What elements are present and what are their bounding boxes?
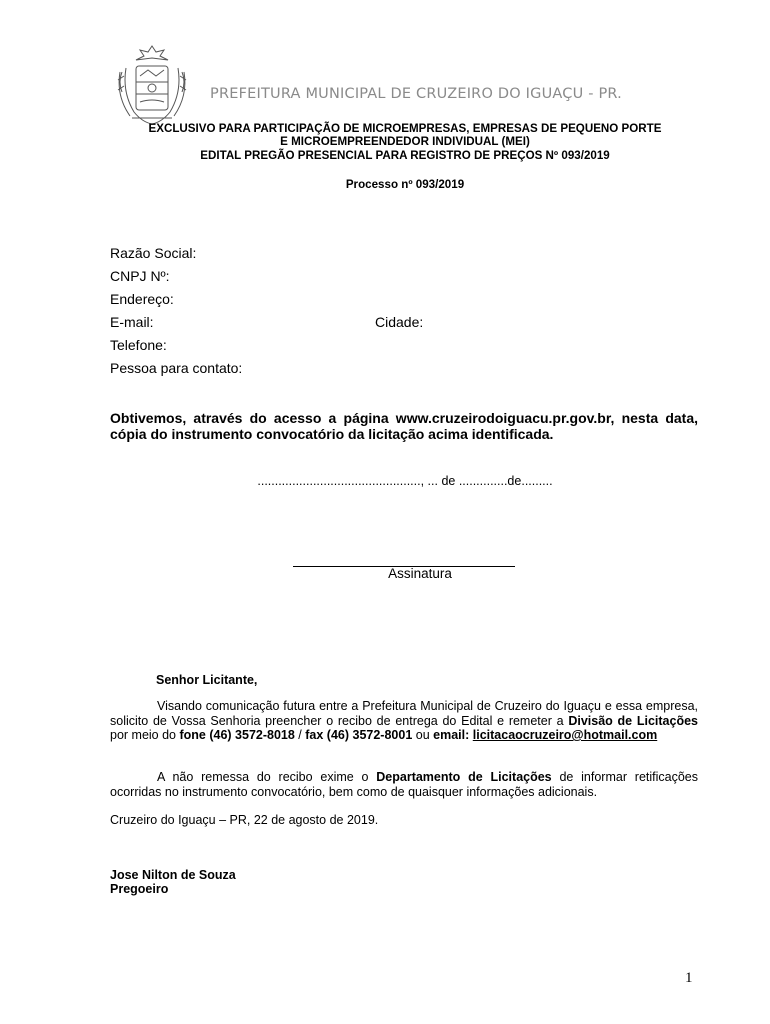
par1-fax: fax (46) 3572-8001 (305, 728, 413, 742)
par2-text-a: A não remessa do recibo exime o (157, 770, 377, 784)
letter-greeting: Senhor Licitante, (156, 673, 258, 687)
municipality-name: PREFEITURA MUNICIPAL DE CRUZEIRO DO IGUAÇU - PR. (210, 86, 622, 102)
par1-text-a: Visando comunicação futura entre a Prefeitura Municipal de Cruzeiro do Iguaçu e essa empresa, solicito de Vossa Senhoria preencher o recibo de entrega do Edital e remeter a (110, 699, 698, 728)
receipt-statement: Obtivemos, através do acesso a página www.cruzeirodoiguacu.pr.gov.br, nesta data, cópia do instrumento convocatório da licitação acima identificada. (110, 410, 698, 442)
date-fill-line: ..............................................., ... de ..............de......... (257, 474, 553, 488)
email-label: E-mail: (110, 314, 154, 330)
edital-header-line-2: E MICROEMPREENDEDOR INDIVIDUAL (MEI) (280, 135, 530, 148)
pessoa-contato-label: Pessoa para contato: (110, 360, 243, 376)
municipal-coat-of-arms-logo (112, 42, 192, 126)
signer-role: Pregoeiro (110, 882, 169, 896)
closing-date: Cruzeiro do Iguaçu – PR, 22 de agosto de 2019. (110, 813, 379, 827)
edital-header-line-3: EDITAL PREGÃO PRESENCIAL PARA REGISTRO DE PREÇOS Nº 093/2019 (200, 149, 610, 162)
par1-text-e: / (294, 728, 306, 742)
cnpj-label: CNPJ Nº: (110, 268, 170, 284)
par1-text-c: por meio do (110, 728, 180, 742)
edital-header-line-1: EXCLUSIVO PARA PARTICIPAÇÃO DE MICROEMPRESAS, EMPRESAS DE PEQUENO PORTE (148, 122, 662, 135)
par2-department: Departamento de Licitações (376, 770, 552, 784)
signature-label: Assinatura (388, 566, 452, 581)
letter-paragraph-2 (110, 770, 698, 799)
par1-text-g: ou (412, 728, 434, 742)
endereco-label: Endereço: (110, 291, 174, 307)
telefone-label: Telefone: (110, 337, 167, 353)
par1-division: Divisão de Licitações (568, 713, 699, 728)
letter-paragraph-1 (110, 699, 698, 743)
par2-text-c: de informar retificações ocorridas no instrumento convocatório, bem como de quaisquer informações adicionais. (110, 770, 698, 799)
page-number: 1 (685, 970, 693, 986)
par1-phone: fone (46) 3572-8018 (179, 728, 295, 742)
signer-name: Jose Nilton de Souza (110, 868, 236, 882)
process-number: Processo nº 093/2019 (345, 178, 465, 191)
contact-email-link[interactable]: licitacaocruzeiro@hotmail.com (472, 728, 658, 742)
cidade-label: Cidade: (375, 314, 424, 330)
razao-social-label: Razão Social: (110, 245, 197, 261)
par1-email-label: email: (433, 728, 470, 742)
